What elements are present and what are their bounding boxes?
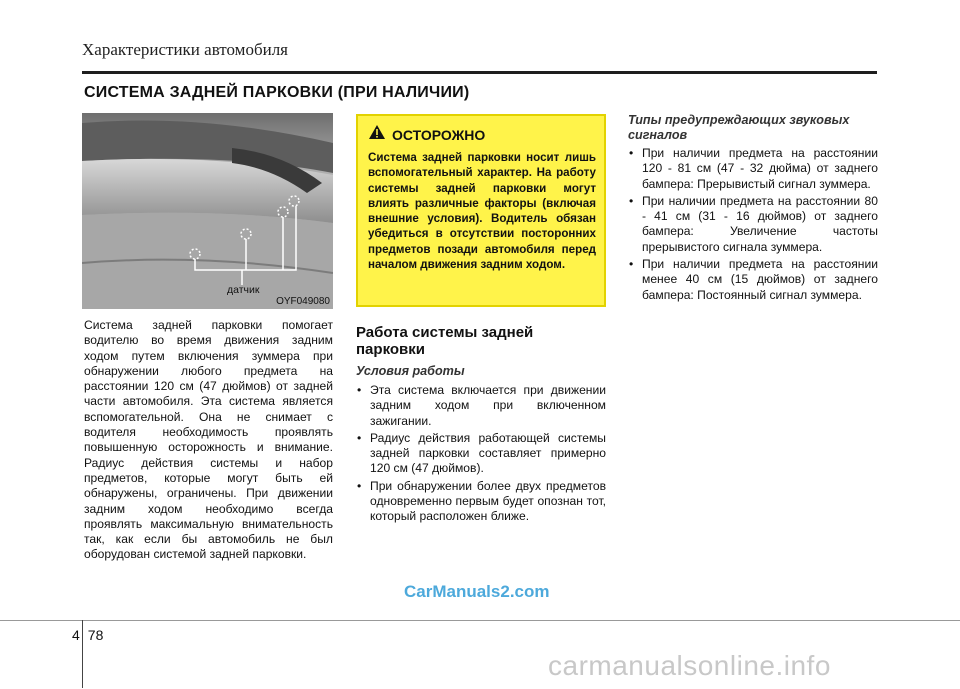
warning-title: ОСТОРОЖНО bbox=[392, 126, 486, 143]
footer-rule bbox=[0, 620, 960, 621]
alarms-title: Типы предупреждающих звуковых сигналов bbox=[628, 113, 850, 142]
car-rear-photo bbox=[82, 113, 333, 309]
list-item: • Эта система включается при движении задним ходом при включенном зажигании. bbox=[356, 383, 606, 429]
intro-paragraph: Система задней парковки помогает водителю во время движения задним ходом путем включения зуммера при обнаружении любого предмета на расстоянии 120 см (47 дюймов) от задней части автомобиля. Эта система является вспомогательной. Она не снимает с водителя необходимость проявлять повышенную осторожность и внимание. Радиус действия системы и набор предметов, которые могут быть ей обнаружены, ограничены. При движении задним ходом необходимо всегда проявлять максимальную внимательность так, как если бы автомобиль не был оборудован системой задней парковки. bbox=[84, 318, 333, 562]
watermark-carmanuals2[interactable]: CarManuals2.com bbox=[404, 582, 550, 601]
page-number bbox=[72, 627, 103, 643]
operation-title: Работа системы задней парковки bbox=[356, 324, 534, 358]
photo-code: OYF049080 bbox=[276, 296, 330, 307]
warning-triangle-icon bbox=[368, 124, 386, 145]
warning-box bbox=[356, 114, 606, 307]
list-item: • При обнаружении более двух предметов одновременно первым будет опознан тот, который расположен ближе. bbox=[356, 479, 606, 525]
conditions-title: Условия работы bbox=[356, 364, 465, 378]
list-item: • Радиус действия работающей системы задней парковки составляет примерно 120 см (47 дюймов). bbox=[356, 431, 606, 477]
car-rear-illustration bbox=[82, 113, 333, 309]
chapter-number: 4 bbox=[72, 627, 80, 643]
operation-section bbox=[356, 324, 606, 527]
page-number-value: 78 bbox=[87, 627, 104, 643]
alarms-list bbox=[628, 146, 878, 303]
list-item: • При наличии предмета на расстоянии 80 - 41 см (31 - 16 дюймов) от заднего бампера: Увеличение частоты прерывистого сигнала зуммера. bbox=[628, 194, 878, 255]
alarms-section bbox=[628, 113, 878, 305]
warning-text: Система задней парковки носит лишь вспомогательный характер. На работу системы задней парковки могут влиять различные факторы (включая внешние условия). Водитель обязан убедиться в отсутствии посторонних предметов позади автомобиля перед началом движения задним ходом. bbox=[368, 151, 596, 272]
warning-header bbox=[368, 124, 596, 145]
section-title: СИСТЕМА ЗАДНЕЙ ПАРКОВКИ (ПРИ НАЛИЧИИ) bbox=[84, 84, 470, 101]
conditions-list bbox=[356, 383, 606, 525]
list-item: • При наличии предмета на расстоянии 120 - 81 см (47 - 32 дюйма) от заднего бампера: Прерывистый сигнал зуммера. bbox=[628, 146, 878, 192]
sensor-label: датчик bbox=[227, 284, 260, 296]
header-title: Характеристики автомобиля bbox=[82, 40, 288, 59]
watermark-carmanualsonline[interactable]: carmanualsonline.info bbox=[548, 650, 831, 681]
list-item: • При наличии предмета на расстоянии менее 40 см (15 дюймов) от заднего бампера: Постоянный сигнал зуммера. bbox=[628, 257, 878, 303]
header-rule bbox=[82, 71, 877, 74]
